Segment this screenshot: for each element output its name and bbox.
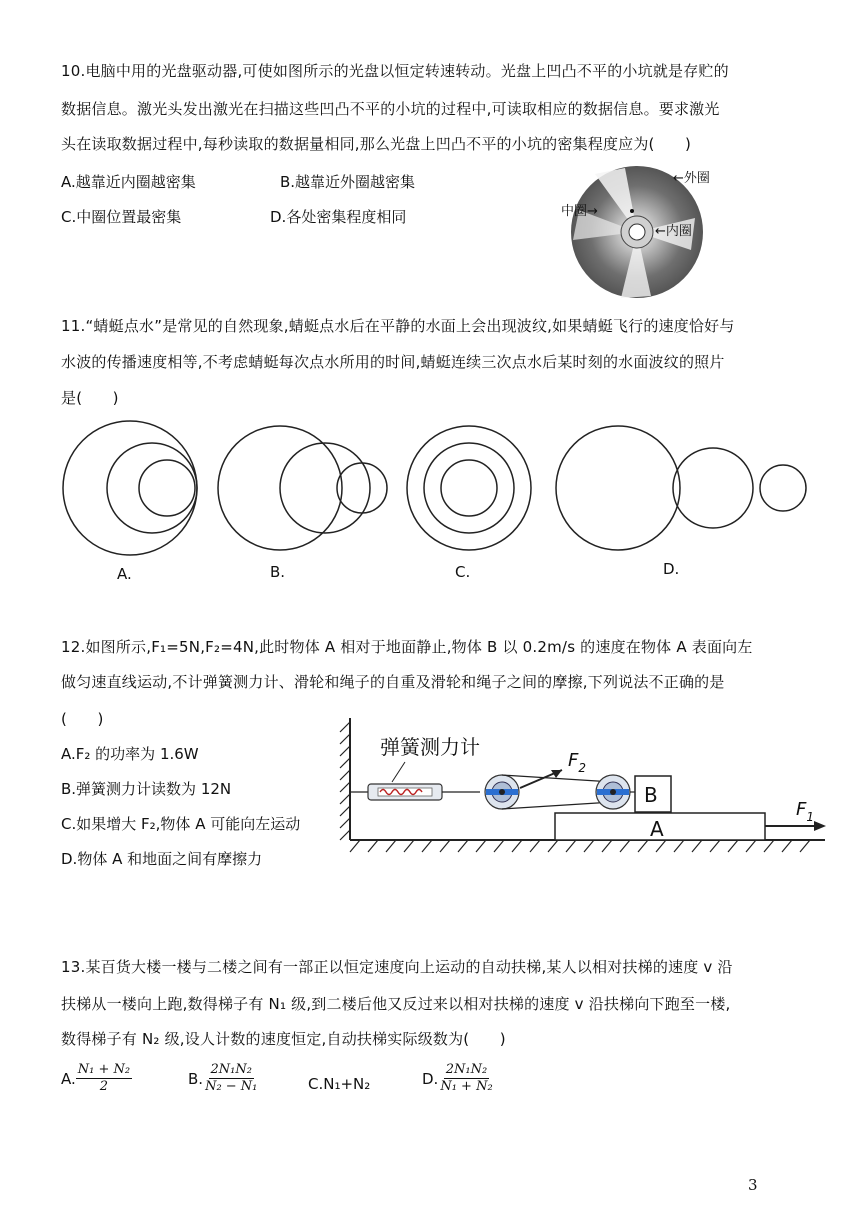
f2-label: $F_2$ [568,750,586,775]
q11-caption-d: D. [663,560,680,578]
q13-option-d-numerator: 2N₁N₂ [445,1062,488,1077]
q10-option-d: D.各处密集程度相同 [270,208,407,226]
q13-option-a-numerator: N₁ + N₂ [77,1062,131,1077]
q11-caption-a: A. [117,565,132,583]
q12-option-a: A.F₂ 的功率为 1.6W [61,745,199,763]
q11-caption-c: C. [455,563,471,581]
pulley-1 [485,775,519,809]
q13-option-a-label: A. [61,1069,76,1088]
spring-scale [368,784,442,800]
q13-option-d-fraction [438,1062,494,1095]
disc-hole [629,224,645,240]
q10-option-c: C.中圈位置最密集 [61,208,182,226]
q13-option-a-denominator: 2 [99,1079,109,1094]
q13-option-b-numerator: 2N₁N₂ [210,1062,252,1077]
q13-option-d [422,1062,495,1095]
ripple-options-figure [55,420,825,560]
ripple-option-d [556,426,806,550]
disc-label-middle: 中圈→ [561,204,598,219]
ripple-option-b [218,426,387,550]
q10-line-3: 头在读取数据过程中,每秒读取的数据量相同,那么光盘上凹凸不平的小坑的密集程度应为( ) [61,135,692,153]
q12-option-b: B.弹簧测力计读数为 12N [61,780,232,798]
q11-line-3: 是( ) [61,389,119,407]
q12-line-3: ( ) [61,710,104,728]
q13-option-d-label: D. [422,1069,439,1088]
q12-line-2: 做匀速直线运动,不计弹簧测力计、滑轮和绳子的自重及滑轮和绳子之间的摩擦,下列说法不正确的是 [61,673,725,691]
q12-line-1: 12.如图所示,F₁=5N,F₂=4N,此时物体 A 相对于地面静止,物体 B 以 0.2m/s 的速度在物体 A 表面向左 [61,638,753,656]
q13-option-a-fraction [76,1062,132,1095]
q13-option-b-fraction [203,1062,259,1095]
q13-option-b [188,1062,259,1095]
disc-label-outer: ←外圈 [673,171,710,186]
q12-option-d: D.物体 A 和地面之间有摩擦力 [61,850,263,868]
q13-line-3: 数得梯子有 N₂ 级,设人计数的速度恒定,自动扶梯实际级数为( ) [61,1030,506,1048]
pulley-figure [330,712,835,862]
block-a-label: A [650,817,664,841]
q12-option-c: C.如果增大 F₂,物体 A 可能向左运动 [61,815,301,833]
page-number: 3 [748,1176,758,1194]
q13-line-1: 13.某百货大楼一楼与二楼之间有一部正以恒定速度向上运动的自动扶梯,某人以相对扶梯的速度 v 沿 [61,958,733,976]
q10-line-1: 10.电脑中用的光盘驱动器,可使如图所示的光盘以恒定转速转动。光盘上凹凸不平的小坑就是存贮的 [61,62,729,80]
q11-line-1: 11.“蜻蜓点水”是常见的自然现象,蜻蜓点水后在平静的水面上会出现波纹,如果蜻蜓飞行的速度恰好与 [61,317,735,335]
q13-option-a [61,1062,132,1095]
disc-label-inner: ←内圈 [655,224,692,239]
q11-caption-b: B. [270,563,286,581]
q11-line-2: 水波的传播速度相等,不考虑蜻蜓每次点水所用的时间,蜻蜓连续三次点水后某时刻的水面波纹的照片 [61,353,725,371]
block-b-label: B [644,783,658,807]
ripple-option-c [407,426,531,550]
q13-line-2: 扶梯从一楼向上跑,数得梯子有 N₁ 级,到二楼后他又反过来以相对扶梯的速度 v 沿扶梯向下跑至一楼, [61,995,731,1013]
q10-line-2: 数据信息。激光头发出激光在扫描这些凹凸不平的小坑的过程中,可读取相应的数据信息。要求激光 [61,100,720,118]
q13-option-c: C.N₁+N₂ [308,1075,371,1093]
pulley-2 [596,775,630,809]
disc-figure [555,160,715,305]
ripple-option-a [63,421,197,555]
f1-label: $F_1$ [796,799,814,824]
q13-option-b-label: B. [188,1069,204,1088]
spring-scale-label: 弹簧测力计 [380,735,480,759]
q10-option-a: A.越靠近内圈越密集 [61,173,196,191]
q13-option-b-denominator: N₂ − N₁ [205,1079,258,1094]
q13-option-d-denominator: N₁ + N₂ [440,1079,493,1094]
q10-option-b: B.越靠近外圈越密集 [280,173,416,191]
